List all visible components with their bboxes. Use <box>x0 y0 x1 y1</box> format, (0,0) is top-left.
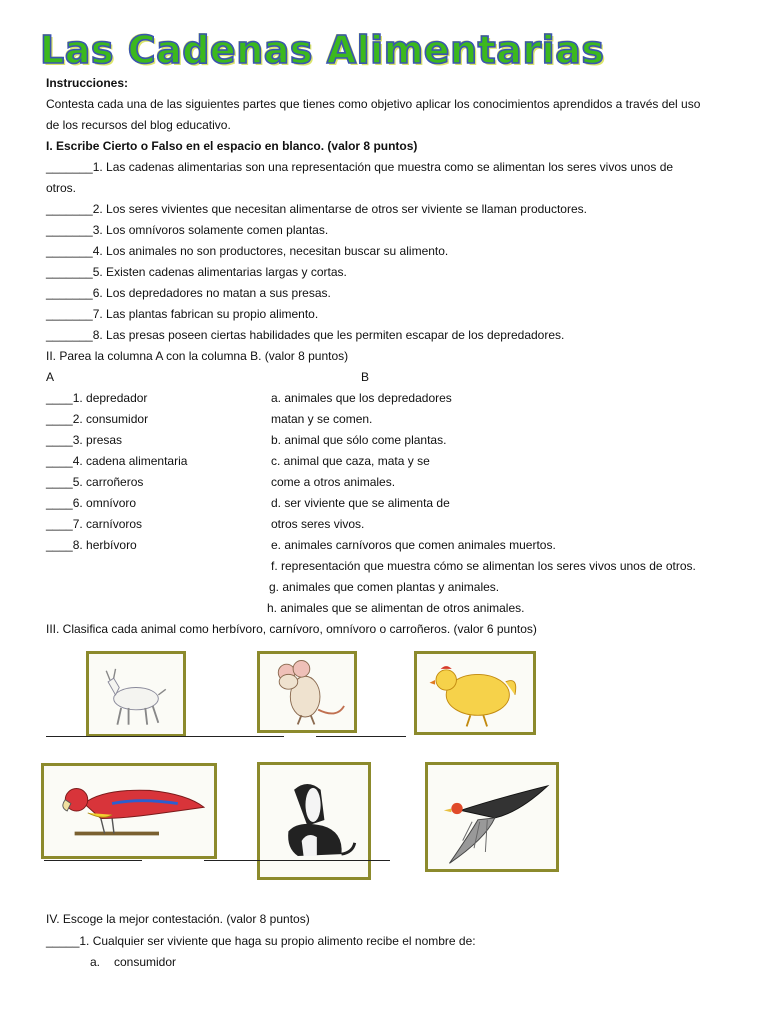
instructions-text-2: de los recursos del blog educativo. <box>46 118 231 132</box>
mouse-icon <box>260 654 354 730</box>
section1-item: _______1. Las cadenas alimentarias son una representación que muestra como se alimentan los seres vivos unos de <box>46 160 674 174</box>
vulture-icon <box>428 765 556 869</box>
column-a-item: ____7. carnívoros <box>46 517 143 531</box>
section1-item: _______5. Existen cadenas alimentarias largas y cortas. <box>46 265 347 279</box>
worksheet-title-block <box>40 28 604 72</box>
goat-image <box>86 651 186 737</box>
answer-blank[interactable] <box>44 860 142 861</box>
hen-image <box>414 651 536 735</box>
section1-item: _______6. Los depredadores no matan a sus presas. <box>46 286 331 300</box>
section1-item: _______4. Los animales no son productores, necesitan buscar su alimento. <box>46 244 449 258</box>
worksheet-title: Las Cadenas Alimentarias <box>40 28 605 72</box>
column-b-item: e. animales carnívoros que comen animales muertos. <box>271 538 556 552</box>
section4-question: _____1. Cualquier ser viviente que haga su propio alimento recibe el nombre de: <box>46 934 476 948</box>
instructions-heading: Instrucciones: <box>46 76 129 90</box>
option-letter: a. <box>90 955 101 969</box>
section1-item: _______7. Las plantas fabrican su propio alimento. <box>46 307 319 321</box>
column-b-item: f. representación que muestra cómo se alimentan los seres vivos unos de otros. <box>271 559 696 573</box>
answer-blank[interactable] <box>204 860 390 861</box>
column-b-item: d. ser viviente que se alimenta de <box>271 496 450 510</box>
column-a-item: ____8. herbívoro <box>46 538 137 552</box>
column-a-item: ____1. depredador <box>46 391 148 405</box>
section1-item: _______2. Los seres vivientes que necesitan alimentarse de otros ser viviente se llaman productores. <box>46 202 587 216</box>
instructions-text-1: Contesta cada una de las siguientes partes que tienes como objetivo aplicar los conocimientos aprendidos a través del uso <box>46 97 701 111</box>
column-b-item: matan y se comen. <box>271 412 373 426</box>
column-a-item: ____2. consumidor <box>46 412 149 426</box>
section1-item: otros. <box>46 181 77 195</box>
section1-item: _______3. Los omnívoros solamente comen plantas. <box>46 223 329 237</box>
section3-heading: III. Clasifica cada animal como herbívoro, carnívoro, omnívoro o carroñeros. (valor 6 puntos) <box>46 622 537 636</box>
column-b-item: come a otros animales. <box>271 475 396 489</box>
answer-blank[interactable] <box>46 736 284 737</box>
column-b-label: B <box>361 370 370 384</box>
column-a-item: ____6. omnívoro <box>46 496 137 510</box>
mouse-image <box>257 651 357 733</box>
goat-icon <box>89 654 183 734</box>
column-b-item: h. animales que se alimentan de otros animales. <box>267 601 525 615</box>
column-b-item: otros seres vivos. <box>271 517 365 531</box>
section1-heading: I. Escribe Cierto o Falso en el espacio en blanco. (valor 8 puntos) <box>46 139 418 153</box>
column-b-item: c. animal que caza, mata y se <box>271 454 430 468</box>
section4-heading: IV. Escoge la mejor contestación. (valor 8 puntos) <box>46 912 310 926</box>
column-b-item: g. animales que comen plantas y animales. <box>269 580 500 594</box>
column-b-item: a. animales que los depredadores <box>271 391 452 405</box>
section1-item: _______8. Las presas poseen ciertas habilidades que les permiten escapar de los depredadores. <box>46 328 565 342</box>
column-a-label: A <box>46 370 55 384</box>
parrot-image <box>41 763 217 859</box>
dog-image <box>257 762 371 880</box>
column-a-item: ____4. cadena alimentaria <box>46 454 188 468</box>
parrot-icon <box>44 766 214 856</box>
section2-heading: II. Parea la columna A con la columna B. (valor 8 puntos) <box>46 349 349 363</box>
column-a-item: ____5. carroñeros <box>46 475 144 489</box>
option-text: consumidor <box>114 955 177 969</box>
column-b-item: b. animal que sólo come plantas. <box>271 433 447 447</box>
answer-blank[interactable] <box>316 736 406 737</box>
column-a-item: ____3. presas <box>46 433 123 447</box>
hen-icon <box>417 654 533 732</box>
vulture-image <box>425 762 559 872</box>
